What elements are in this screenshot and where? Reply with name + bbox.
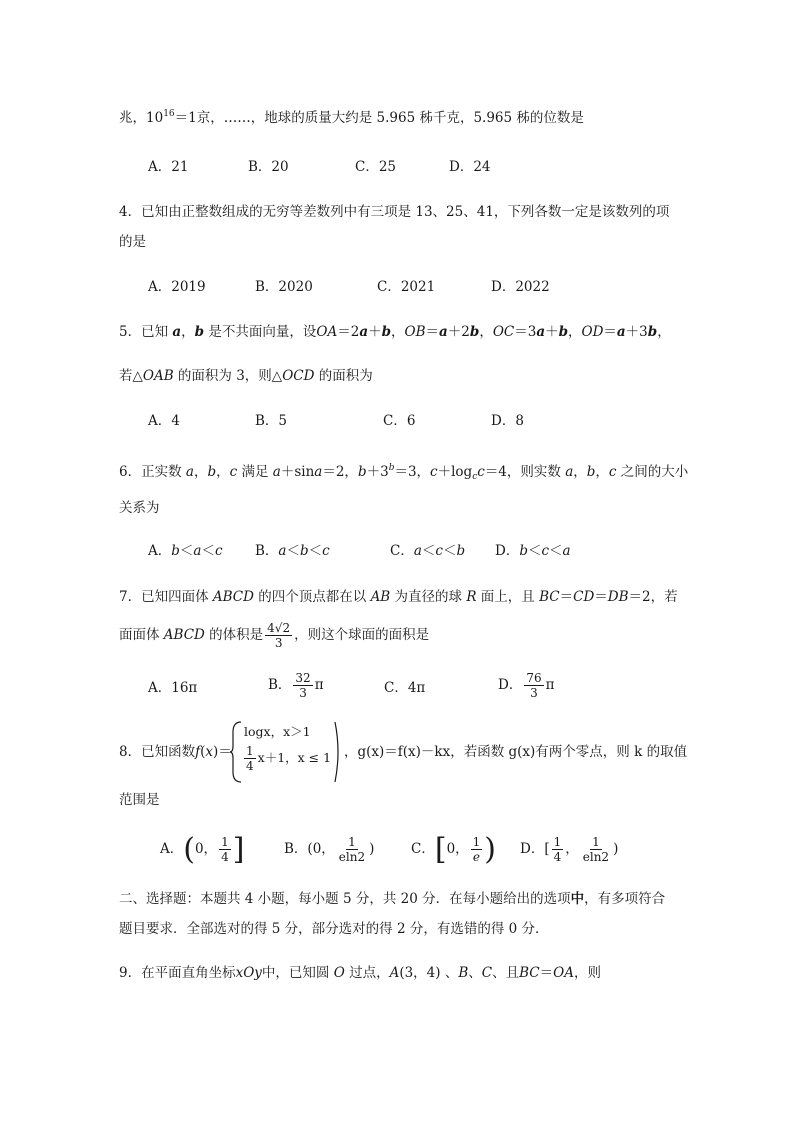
q5-ocd: OCD — [282, 368, 315, 384]
q5-t4: ＝2 — [337, 324, 360, 340]
q5-t3: 是不共面向量，设 — [204, 324, 317, 340]
q8-option-c — [411, 832, 496, 866]
q4-option-a: A．2019 — [148, 279, 206, 295]
q7-ob-frac — [293, 671, 312, 700]
q7-option-b — [268, 670, 324, 700]
q6-t12: ， — [595, 464, 609, 480]
q6-b3: b — [586, 464, 596, 480]
q7-od-tail: π — [545, 677, 555, 693]
q7-t4: 面上，且 — [476, 589, 540, 605]
q6-log-base: c — [472, 472, 478, 482]
q6-t7: ＋3 — [366, 464, 389, 480]
q7-option-d — [498, 670, 554, 700]
q6-od-e2: c — [541, 543, 550, 559]
q7-od-label: D． — [498, 677, 523, 693]
q6-ob-label: B． — [255, 543, 279, 559]
q3-text-a: 兆，10 — [119, 110, 164, 126]
q9-t8: ，则 — [573, 965, 601, 981]
q6-a2: a — [272, 464, 281, 480]
q6-t6: ＝2， — [322, 464, 358, 480]
q6-oa-e1: ＜ — [179, 543, 194, 559]
q8-od-mid: ， — [565, 841, 579, 857]
q6-option-b — [255, 541, 330, 561]
q8-oc-label: C． — [411, 841, 435, 857]
q9-t3: 过点， — [344, 965, 390, 981]
q6-oa-e4: c — [214, 543, 223, 559]
q4-option-d: D．2022 — [491, 279, 550, 295]
q6-oa-e2: a — [193, 543, 202, 559]
q8-oc-frac — [471, 835, 483, 864]
q8-oc-close: ) — [484, 831, 497, 867]
q6-stem-line2: 关系为 — [119, 500, 160, 516]
q5-t7: ＝ — [425, 324, 440, 340]
q8-oc-open: [ — [434, 831, 447, 867]
q5-t15: ， — [657, 324, 671, 340]
q6-option-d — [495, 541, 571, 561]
q7-ob-tail: π — [314, 677, 324, 693]
q8-od-close: ) — [613, 841, 619, 857]
q3-text-b: ＝1京，……，地球的质量大约是 5.965 秭千克，5.965 秭的位数是 — [174, 110, 584, 126]
q7-t1: 7．已知四面体 — [119, 589, 213, 605]
q9-BC: BC — [519, 965, 540, 981]
q5-vec-b4: b — [558, 324, 569, 340]
q8-od-num2: 1 — [592, 835, 600, 849]
q7-option-a: A．16π — [148, 680, 198, 696]
q6-c4: c — [608, 464, 617, 480]
q7-bc: BC — [539, 589, 560, 605]
q7-eq1: ＝ — [559, 589, 574, 605]
q5-vec-a: a — [172, 324, 182, 340]
q7-t5: ＝2，若 — [628, 589, 678, 605]
q8-oa-num: 1 — [221, 835, 229, 849]
q8-lead: 8．已知函数f(x)＝ — [119, 744, 232, 760]
q4-stem-line1: 4．已知由正整数组成的无穷等差数列中有三项是 13、25、41，下列各数一定是该数列的项 — [119, 204, 670, 220]
q8-od-num1: 1 — [553, 835, 562, 849]
q8-od-den2: eln2 — [582, 850, 610, 864]
q8-od-den1: 4 — [553, 850, 562, 864]
q8-case2-tail: x＋1，x ≤ 1 — [257, 750, 332, 765]
q8-case-2 — [244, 743, 331, 773]
q5-l2b: 的面积为 3，则△ — [173, 368, 283, 384]
q7-abcd2: ABCD — [163, 627, 205, 643]
q7-t3: 为直径的球 — [390, 589, 467, 605]
q5-vec-a4: a — [536, 324, 546, 340]
q8-case2-den: 4 — [246, 759, 254, 773]
q8-option-b — [284, 832, 374, 866]
q6-a3: a — [314, 464, 323, 480]
q8-od-open: [ — [544, 841, 550, 857]
q8-ob-close: ) — [369, 841, 375, 857]
q7-vol-num: 4√2 — [267, 621, 291, 635]
q6-oa-e0: b — [171, 543, 180, 559]
q5-t2: ， — [181, 324, 195, 340]
q8-ob-frac — [337, 835, 367, 864]
q3-option-c: C．25 — [355, 159, 397, 175]
q7-l2c: ，则这个球面的面积是 — [294, 627, 430, 643]
q8-case2-frac — [244, 744, 256, 773]
q7-db: DB — [607, 589, 629, 605]
q5-vec-b2: b — [381, 324, 392, 340]
q5-vec-b: b — [194, 324, 205, 340]
q7-ob-den: 3 — [299, 686, 307, 700]
q6-t10: ＝4，则实数 — [484, 464, 566, 480]
q3-option-d: D．24 — [449, 159, 491, 175]
q7-option-c: C．4π — [384, 680, 426, 696]
q7-t2: 的四个顶点都在以 — [253, 589, 371, 605]
q5-vec-a5: a — [616, 324, 626, 340]
q6-oc-e0: a — [413, 543, 422, 559]
q5-stem-line2 — [119, 366, 373, 386]
q5-oc: OC — [492, 324, 515, 340]
q5-vec-a3: a — [439, 324, 448, 340]
q8-oa-den: 4 — [221, 850, 229, 864]
q6-b-exp: b — [388, 463, 395, 473]
q8-stem-line2: 范围是 — [119, 792, 160, 808]
q9-t7: ＝ — [539, 965, 554, 981]
q6-t8: ＝3， — [394, 464, 431, 480]
q6-od-e1: ＜ — [527, 543, 542, 559]
q6-stem-line1 — [119, 462, 688, 482]
section2-intro-line2: 题目要求．全部选对的得 5 分，部分选对的得 2 分，有选错的得 0 分． — [119, 921, 549, 937]
q6-ob-e1: ＜ — [286, 543, 300, 559]
q9-t1: 9．在平面直角坐标 — [119, 965, 236, 981]
q6-oa-e3: ＜ — [201, 543, 215, 559]
q7-od-den: 3 — [530, 686, 538, 700]
q6-c2: c — [430, 464, 438, 480]
q5-t5: ＋ — [368, 324, 382, 340]
q9-o: O — [333, 965, 345, 981]
q5-vec-a2: a — [359, 324, 369, 340]
q7-od-num: 76 — [526, 671, 542, 685]
q8-f: f — [195, 744, 201, 760]
q6-option-c — [390, 541, 465, 561]
q4-stem-line2: 的是 — [119, 234, 146, 250]
q6-a: a — [185, 464, 194, 480]
q9-xoy: xOy — [235, 965, 262, 981]
q8-oa-frac — [219, 835, 231, 864]
q6-od-e3: ＜ — [549, 543, 563, 559]
q9-C: C — [481, 965, 493, 981]
q8-lead-text: 8．已知函数 — [119, 744, 196, 760]
q5-od: OD — [581, 324, 604, 340]
sec2-t1: 二、选择题：本题共 4 小题，每小题 5 分，共 20 分．在每小题给出的选项 — [119, 891, 571, 907]
q6-t1: 6．正实数 — [119, 464, 186, 480]
q7-r: R — [466, 589, 477, 605]
q6-oc-e2: c — [435, 543, 443, 559]
q8-ob-open: ( — [307, 841, 313, 857]
q6-t3: ， — [216, 464, 230, 480]
section2-intro-line1 — [119, 889, 665, 909]
q5-vec-b3: b — [469, 324, 480, 340]
q6-b: b — [207, 464, 217, 480]
q6-ob-e4: c — [322, 543, 330, 559]
q7-eq2: ＝ — [594, 589, 608, 605]
q3-exponent: 16 — [163, 109, 175, 119]
q8-case-1: logx，x＞1 — [244, 724, 311, 739]
q8-stem-after: ，g(x)＝f(x)－kx，若函数 g(x)有两个零点，则 k 的取值 — [344, 744, 688, 760]
q6-a4: a — [565, 464, 574, 480]
q7-ob-label: B． — [268, 677, 292, 693]
q6-oc-e3: ＜ — [442, 543, 457, 559]
q5-option-d: D．8 — [491, 413, 524, 429]
q5-l2a: 若△ — [119, 368, 143, 384]
q9-OA: OA — [553, 965, 574, 981]
q5-option-a: A．4 — [148, 413, 180, 429]
q5-t10: ＝3 — [514, 324, 537, 340]
q9-A: A — [389, 965, 400, 981]
q6-ob-e2: b — [299, 543, 309, 559]
q4-option-b: B．2020 — [255, 279, 313, 295]
q3-option-b: B．20 — [248, 159, 289, 175]
q7-od-frac — [524, 671, 543, 700]
q7-stem-line2 — [119, 620, 429, 650]
q9-t2: 中，已知圆 — [261, 965, 334, 981]
q8-oc-num: 1 — [472, 835, 481, 849]
q8-right-paren — [333, 720, 343, 784]
q7-cd: CD — [573, 589, 595, 605]
q6-od-e4: a — [562, 543, 571, 559]
q5-oab: OAB — [142, 368, 174, 384]
q8-oa-close: ] — [232, 831, 245, 867]
q7-ob-num: 32 — [295, 671, 311, 685]
sec2-t3: ，有多项符合 — [584, 891, 666, 907]
q5-t9: ， — [479, 324, 493, 340]
q6-t13: 之间的大小 — [616, 464, 689, 480]
q6-t11: ， — [573, 464, 587, 480]
q6-b2: b — [357, 464, 367, 480]
q9-t5: 、 — [468, 965, 482, 981]
q6-option-a — [148, 541, 223, 561]
q6-ob-e0: a — [278, 543, 287, 559]
q6-ob-e3: ＜ — [308, 543, 323, 559]
q8-oc-left: 0， — [446, 841, 469, 857]
q8-ob-label: B． — [284, 841, 308, 857]
q5-t13: ＝ — [603, 324, 617, 340]
q7-ab: AB — [370, 589, 391, 605]
q5-l2c: 的面积为 — [314, 368, 373, 384]
q5-t6: ， — [391, 324, 405, 340]
q7-l2a: 面面体 — [119, 627, 164, 643]
q8-x: x — [205, 744, 213, 760]
q5-ob: OB — [404, 324, 426, 340]
q6-oc-e4: b — [456, 543, 466, 559]
q3-stem — [119, 108, 584, 128]
q8-oa-left: 0， — [194, 841, 218, 857]
q9-B: B — [458, 965, 469, 981]
q8-case2-num: 1 — [246, 744, 254, 758]
q9-t4: (3，4) 、 — [399, 965, 459, 981]
q8-ob-left: 0， — [312, 841, 335, 857]
q4-option-c: C．2021 — [377, 279, 436, 295]
q5-oa: OA — [316, 324, 338, 340]
q6-t4: 满足 — [237, 464, 273, 480]
q5-stem-line1 — [119, 322, 671, 342]
q6-od-e0: b — [519, 543, 528, 559]
q5-t11: ＋ — [545, 324, 559, 340]
q6-c: c — [229, 464, 238, 480]
q7-stem-line1 — [119, 587, 678, 607]
q5-option-c: C．6 — [383, 413, 416, 429]
q7-l2b: 的体积是 — [204, 627, 264, 643]
q8-left-brace — [229, 720, 243, 784]
q5-t8: ＋2 — [447, 324, 470, 340]
q8-ob-den: eln2 — [338, 850, 366, 864]
q5-option-b: B．5 — [255, 413, 288, 429]
q5-t1: 5．已知 — [119, 324, 173, 340]
q6-oc-label: C． — [390, 543, 414, 559]
q7-vol-den: 3 — [274, 636, 283, 650]
q5-t12: ， — [568, 324, 582, 340]
q6-t5: ＋sin — [280, 464, 315, 480]
q8-oc-den: e — [472, 850, 481, 864]
q6-od-label: D． — [495, 543, 520, 559]
q6-c3: c — [477, 464, 485, 480]
q9-t6: 、且 — [492, 965, 520, 981]
sec2-t2: 中 — [570, 891, 585, 907]
q8-oa-open: ( — [183, 831, 195, 867]
q8-od-label: D． — [520, 841, 545, 857]
q6-t2: ， — [193, 464, 208, 480]
q5-t14: ＋3 — [625, 324, 648, 340]
q6-oa-label: A． — [148, 543, 172, 559]
q6-oc-e1: ＜ — [421, 543, 436, 559]
q8-option-d — [520, 832, 618, 866]
q8-ob-num: 1 — [348, 835, 356, 849]
q8-od-frac1 — [552, 835, 564, 864]
q8-oa-label: A． — [160, 841, 184, 857]
q6-t9: ＋log — [437, 464, 473, 480]
q7-abcd: ABCD — [212, 589, 254, 605]
q7-volume-fraction — [265, 621, 292, 650]
q8-od-frac2 — [581, 835, 611, 864]
q9-stem — [119, 963, 601, 983]
q3-option-a: A．21 — [148, 159, 189, 175]
q8-option-a — [160, 832, 244, 866]
q5-vec-b5: b — [647, 324, 658, 340]
